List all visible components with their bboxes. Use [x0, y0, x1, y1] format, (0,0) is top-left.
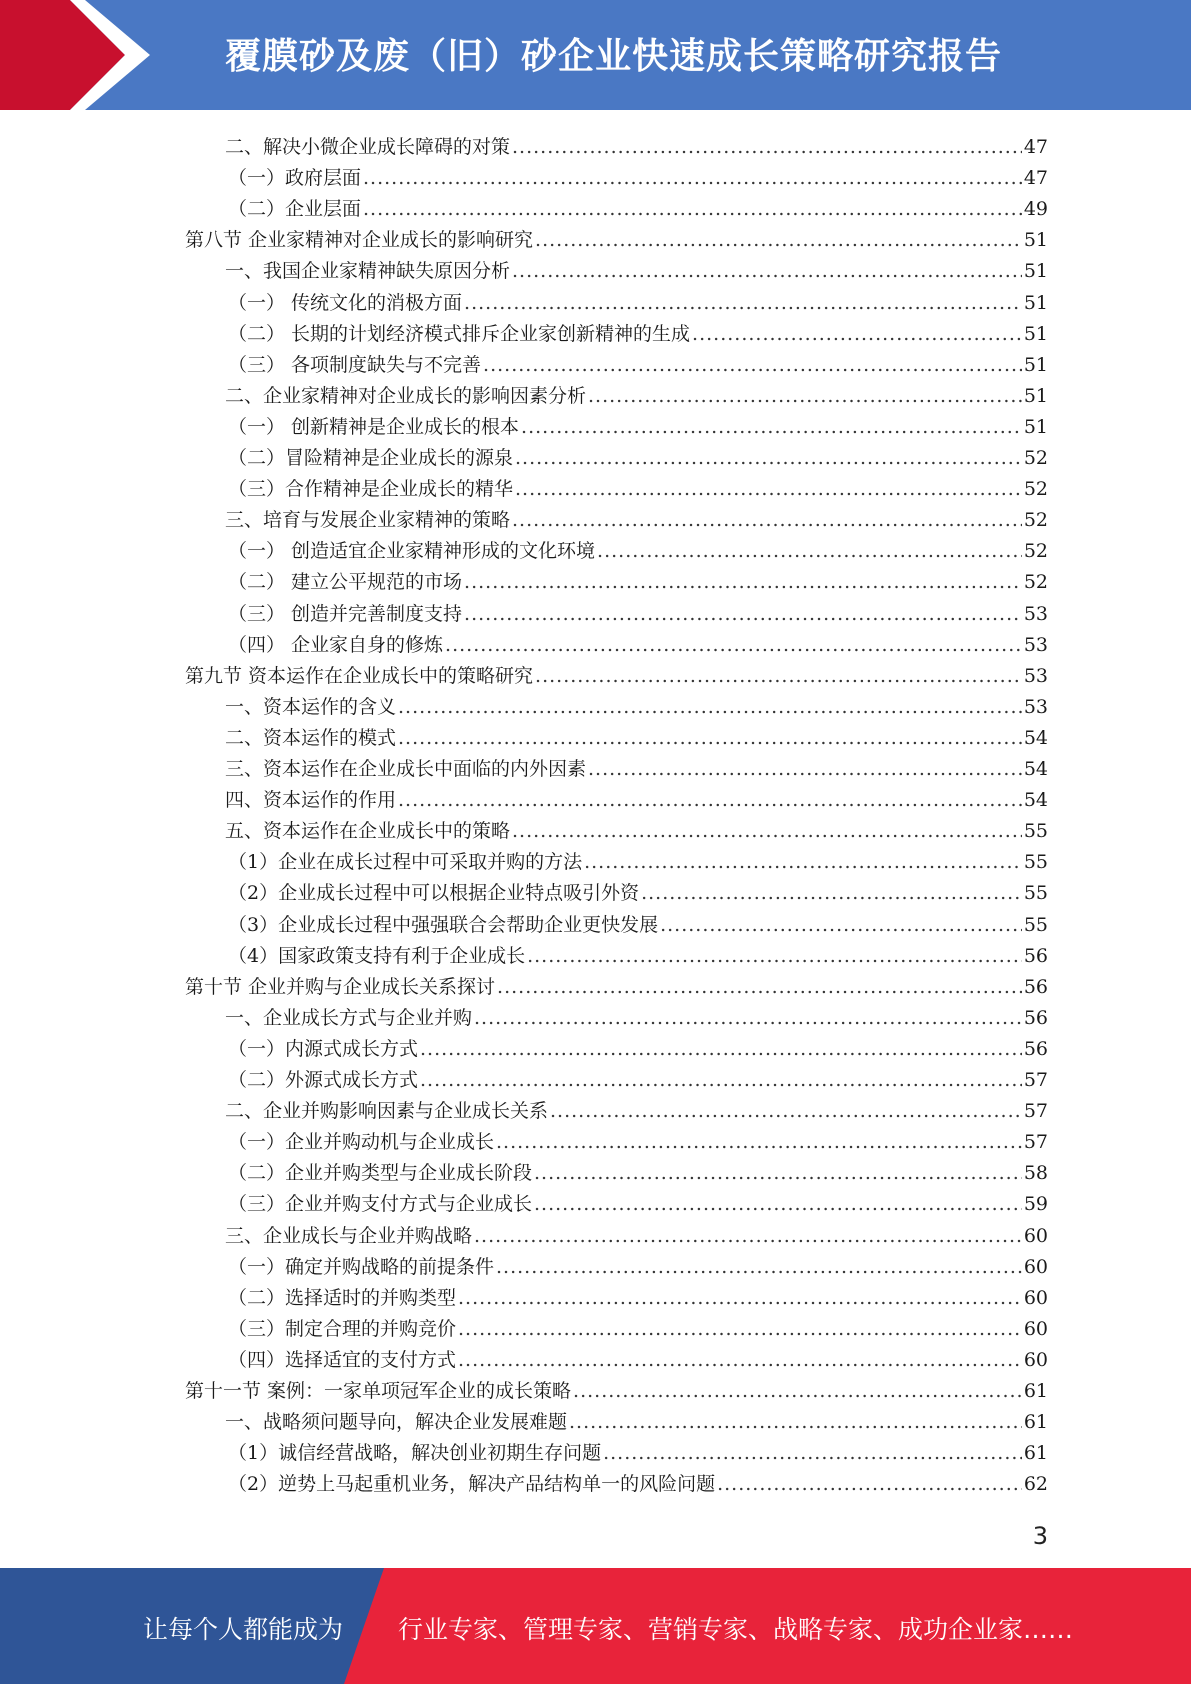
- toc-leader-dots: [474, 1007, 1022, 1029]
- toc-entry[interactable]: [228, 345, 1048, 376]
- toc-entry-label: 二、企业并购影响因素与企业成长关系: [225, 1100, 549, 1123]
- toc-entry-page: 53: [1023, 695, 1048, 718]
- toc-entry[interactable]: [225, 811, 1048, 842]
- toc-entry[interactable]: [228, 531, 1048, 562]
- toc-entry-page: 55: [1023, 913, 1048, 936]
- toc-leader-dots: [535, 665, 1022, 687]
- toc-leader-dots: [534, 1193, 1022, 1215]
- toc-entry-page: 62: [1023, 1473, 1048, 1496]
- toc-leader-dots: [483, 354, 1022, 376]
- toc-entry-label: （一）政府层面: [228, 167, 362, 190]
- toc-entry-label: 第九节 资本运作在企业成长中的策略研究: [185, 664, 534, 687]
- header-arrow-icon: [0, 0, 160, 110]
- toc-leader-dots: [588, 385, 1022, 407]
- toc-entry[interactable]: [225, 500, 1048, 531]
- toc-entry[interactable]: [225, 251, 1048, 282]
- toc-entry-label: 三、企业成长与企业并购战略: [225, 1224, 473, 1247]
- toc-entry-label: （二） 建立公平规范的市场: [228, 571, 463, 594]
- toc-entry-label: 四、资本运作的作用: [225, 789, 397, 812]
- toc-entry[interactable]: [225, 1402, 1048, 1433]
- toc-entry-label: （二）企业层面: [228, 198, 362, 221]
- toc-entry-page: 54: [1023, 758, 1048, 780]
- toc-entry-label: 三、培育与发展企业家精神的策略: [225, 509, 511, 532]
- toc-entry-page: 51: [1023, 322, 1048, 345]
- toc-entry-page: 47: [1023, 136, 1048, 158]
- toc-leader-dots: [363, 198, 1022, 220]
- toc-entry-label: 二、资本运作的模式: [225, 726, 397, 749]
- toc-leader-dots: [420, 1069, 1022, 1091]
- toc-entry[interactable]: [228, 1433, 1048, 1464]
- toc-entry-label: （三） 创造并完善制度支持: [228, 602, 463, 625]
- toc-entry-label: （1）企业在成长过程中可采取并购的方法: [228, 851, 583, 874]
- toc-entry-label: 一、资本运作的含义: [225, 695, 397, 718]
- toc-entry-page: 60: [1023, 1317, 1048, 1340]
- toc-entry-label: 一、战略须问题导向，解决企业发展难题: [225, 1411, 568, 1434]
- toc-entry[interactable]: [228, 1278, 1048, 1309]
- toc-leader-dots: [464, 571, 1022, 593]
- toc-entry-page: 60: [1023, 1286, 1048, 1309]
- toc-entry[interactable]: [225, 687, 1048, 718]
- toc-entry-page: 56: [1023, 944, 1048, 967]
- toc-entry-label: （二） 长期的计划经济模式排斥企业家创新精神的生成: [228, 322, 691, 345]
- toc-leader-dots: [512, 136, 1022, 158]
- toc-entry-label: （一）确定并购战略的前提条件: [228, 1255, 495, 1278]
- toc-leader-dots: [496, 1256, 1022, 1278]
- toc-entry[interactable]: [185, 967, 1048, 998]
- toc-entry-page: 56: [1023, 1006, 1048, 1029]
- toc-entry-page: 54: [1023, 726, 1048, 749]
- toc-entry[interactable]: [228, 1247, 1048, 1278]
- toc-entry-label: 第八节 企业家精神对企业成长的影响研究: [185, 229, 534, 252]
- toc-entry[interactable]: [225, 376, 1048, 407]
- toc-entry-label: （二）企业并购类型与企业成长阶段: [228, 1162, 533, 1185]
- toc-leader-dots: [458, 1318, 1022, 1340]
- toc-entry-label: （二）外源式成长方式: [228, 1069, 419, 1091]
- toc-leader-dots: [521, 416, 1022, 438]
- toc-entry[interactable]: [228, 562, 1048, 593]
- toc-entry[interactable]: [225, 749, 1048, 780]
- report-title: 覆膜砂及废（旧）砂企业快速成长策略研究报告: [225, 36, 1003, 77]
- toc-leader-dots: [474, 1225, 1022, 1247]
- footer-slogan-left: 让每个人都能成为: [143, 1615, 344, 1644]
- toc-leader-dots: [534, 1162, 1022, 1184]
- toc-entry[interactable]: [228, 283, 1048, 314]
- toc-entry[interactable]: [228, 1184, 1048, 1215]
- toc-leader-dots: [569, 1411, 1022, 1433]
- toc-entry-label: （三） 各项制度缺失与不完善: [228, 353, 482, 376]
- toc-entry-page: 56: [1023, 975, 1048, 998]
- toc-entry-page: 53: [1023, 602, 1048, 625]
- toc-leader-dots: [512, 820, 1022, 842]
- toc-entry-label: （1）诚信经营战略，解决创业初期生存问题: [228, 1442, 602, 1465]
- toc-entry-label: 一、企业成长方式与企业并购: [225, 1006, 473, 1029]
- toc-entry[interactable]: [228, 407, 1048, 438]
- toc-leader-dots: [398, 789, 1022, 811]
- toc-entry-label: （一） 传统文化的消极方面: [228, 291, 463, 314]
- toc-leader-dots: [464, 603, 1022, 625]
- toc-entry-label: （二）冒险精神是企业成长的源泉: [228, 447, 514, 469]
- toc-leader-dots: [398, 696, 1022, 718]
- page-footer: [0, 1568, 1191, 1684]
- toc-leader-dots: [420, 1038, 1022, 1060]
- toc-leader-dots: [660, 914, 1022, 936]
- toc-entry-page: 52: [1023, 478, 1048, 501]
- toc-entry-page: 60: [1023, 1224, 1048, 1247]
- toc-entry-page: 57: [1023, 1100, 1048, 1123]
- toc-entry-label: （三）制定合理的并购竞价: [228, 1317, 457, 1340]
- toc-leader-dots: [597, 540, 1022, 562]
- toc-entry-page: 53: [1023, 664, 1048, 687]
- toc-entry-page: 57: [1023, 1131, 1048, 1154]
- toc-entry-label: 第十节 企业并购与企业成长关系探讨: [185, 975, 496, 998]
- toc-leader-dots: [445, 634, 1022, 656]
- footer-slogan-right: 行业专家、管理专家、营销专家、战略专家、成功企业家……: [398, 1615, 1074, 1644]
- toc-leader-dots: [641, 882, 1022, 904]
- toc-entry-page: 58: [1023, 1162, 1048, 1185]
- toc-entry[interactable]: [228, 1122, 1048, 1153]
- toc-entry[interactable]: [225, 127, 1048, 158]
- toc-entry-label: 二、解决小微企业成长障碍的对策: [225, 136, 511, 158]
- toc-entry-label: 三、资本运作在企业成长中面临的内外因素: [225, 758, 587, 780]
- toc-entry-label: 一、我国企业家精神缺失原因分析: [225, 260, 511, 283]
- toc-entry-page: 60: [1023, 1348, 1048, 1371]
- toc-entry-label: 第十一节 案例：一家单项冠军企业的成长策略: [185, 1380, 572, 1402]
- toc-entry[interactable]: [228, 1060, 1048, 1091]
- toc-entry-label: （一）内源式成长方式: [228, 1037, 419, 1060]
- toc-leader-dots: [512, 509, 1022, 531]
- toc-entry-label: （2）企业成长过程中可以根据企业特点吸引外资: [228, 882, 640, 905]
- toc-entry-page: 51: [1023, 353, 1048, 376]
- toc-entry[interactable]: [228, 905, 1048, 936]
- toc-entry-page: 52: [1023, 540, 1048, 563]
- toc-leader-dots: [515, 447, 1022, 469]
- toc-entry[interactable]: [228, 936, 1048, 967]
- toc-leader-dots: [603, 1442, 1022, 1464]
- toc-leader-dots: [512, 260, 1022, 282]
- toc-entry-page: 56: [1023, 1037, 1048, 1060]
- toc-entry[interactable]: [185, 1371, 1048, 1402]
- toc-leader-dots: [550, 1100, 1022, 1122]
- toc-entry[interactable]: [228, 438, 1048, 469]
- toc-entry[interactable]: [228, 1029, 1048, 1060]
- toc-entry-page: 51: [1023, 415, 1048, 438]
- toc-entry-label: （3）企业成长过程中强强联合会帮助企业更快发展: [228, 913, 659, 936]
- toc-leader-dots: [515, 478, 1022, 500]
- toc-entry[interactable]: [228, 1464, 1048, 1495]
- toc-entry[interactable]: [185, 220, 1048, 251]
- toc-leader-dots: [497, 976, 1022, 998]
- toc-entry-page: 57: [1023, 1069, 1048, 1091]
- toc-entry[interactable]: [228, 1340, 1048, 1371]
- toc-entry-label: 二、企业家精神对企业成长的影响因素分析: [225, 384, 587, 407]
- toc-entry[interactable]: [225, 780, 1048, 811]
- toc-entry-label: （二）选择适时的并购类型: [228, 1286, 457, 1309]
- toc-entry[interactable]: [228, 469, 1048, 500]
- toc-entry[interactable]: [225, 1091, 1048, 1122]
- toc-entry-label: （三）企业并购支付方式与企业成长: [228, 1193, 533, 1216]
- toc-entry-page: 55: [1023, 851, 1048, 874]
- toc-entry[interactable]: [225, 998, 1048, 1029]
- toc-entry[interactable]: [228, 873, 1048, 904]
- page-header: [0, 0, 1191, 110]
- toc-entry-page: 49: [1023, 198, 1048, 221]
- toc-leader-dots: [588, 758, 1022, 780]
- toc-leader-dots: [458, 1287, 1022, 1309]
- toc-entry-page: 55: [1023, 882, 1048, 905]
- toc-entry[interactable]: [228, 189, 1048, 220]
- toc-entry[interactable]: [228, 625, 1048, 656]
- toc-entry[interactable]: [228, 594, 1048, 625]
- toc-entry-page: 60: [1023, 1255, 1048, 1278]
- toc-entry-page: 61: [1023, 1380, 1048, 1402]
- toc-entry-label: （2）逆势上马起重机业务，解决产品结构单一的风险问题: [228, 1473, 716, 1496]
- toc-entry-page: 53: [1023, 633, 1048, 656]
- toc-entry-page: 51: [1023, 384, 1048, 407]
- toc-entry-label: （四） 企业家自身的修炼: [228, 633, 444, 656]
- toc-entry-page: 61: [1023, 1442, 1048, 1465]
- toc-entry-page: 51: [1023, 291, 1048, 314]
- toc-entry[interactable]: [225, 718, 1048, 749]
- toc-leader-dots: [458, 1349, 1022, 1371]
- toc-entry-label: （一） 创新精神是企业成长的根本: [228, 415, 520, 438]
- toc-entry[interactable]: [225, 1216, 1048, 1247]
- toc-leader-dots: [584, 851, 1022, 873]
- toc-entry-label: （4）国家政策支持有利于企业成长: [228, 944, 526, 967]
- toc-leader-dots: [398, 727, 1022, 749]
- toc-leader-dots: [535, 229, 1022, 251]
- toc-entry-page: 52: [1023, 571, 1048, 594]
- toc-leader-dots: [464, 292, 1022, 314]
- toc-entry[interactable]: [185, 656, 1048, 687]
- toc-entry-page: 51: [1023, 229, 1048, 252]
- toc-leader-dots: [363, 167, 1022, 189]
- toc-leader-dots: [717, 1473, 1022, 1495]
- toc-leader-dots: [573, 1380, 1022, 1402]
- toc-entry-page: 54: [1023, 789, 1048, 812]
- toc-entry-page: 55: [1023, 820, 1048, 843]
- toc-leader-dots: [527, 945, 1022, 967]
- toc-entry[interactable]: [228, 842, 1048, 873]
- page-number: 3: [1032, 1522, 1048, 1550]
- toc-leader-dots: [496, 1131, 1022, 1153]
- toc-entry-label: （四）选择适宜的支付方式: [228, 1348, 457, 1371]
- toc-entry-label: （三）合作精神是企业成长的精华: [228, 478, 514, 501]
- toc-entry-page: 52: [1023, 447, 1048, 469]
- toc-entry-page: 61: [1023, 1411, 1048, 1434]
- toc-entry[interactable]: [228, 314, 1048, 345]
- toc-entry-page: 52: [1023, 509, 1048, 532]
- toc-entry-page: 47: [1023, 167, 1048, 190]
- toc-entry-page: 59: [1023, 1193, 1048, 1216]
- toc-entry-label: 五、资本运作在企业成长中的策略: [225, 820, 511, 843]
- toc-entry[interactable]: [228, 158, 1048, 189]
- toc-entry-page: 51: [1023, 260, 1048, 283]
- toc-entry[interactable]: [228, 1153, 1048, 1184]
- toc-entry-label: （一） 创造适宜企业家精神形成的文化环境: [228, 540, 596, 563]
- toc-leader-dots: [692, 323, 1022, 345]
- toc-entry[interactable]: [228, 1309, 1048, 1340]
- toc-entry-label: （一）企业并购动机与企业成长: [228, 1131, 495, 1154]
